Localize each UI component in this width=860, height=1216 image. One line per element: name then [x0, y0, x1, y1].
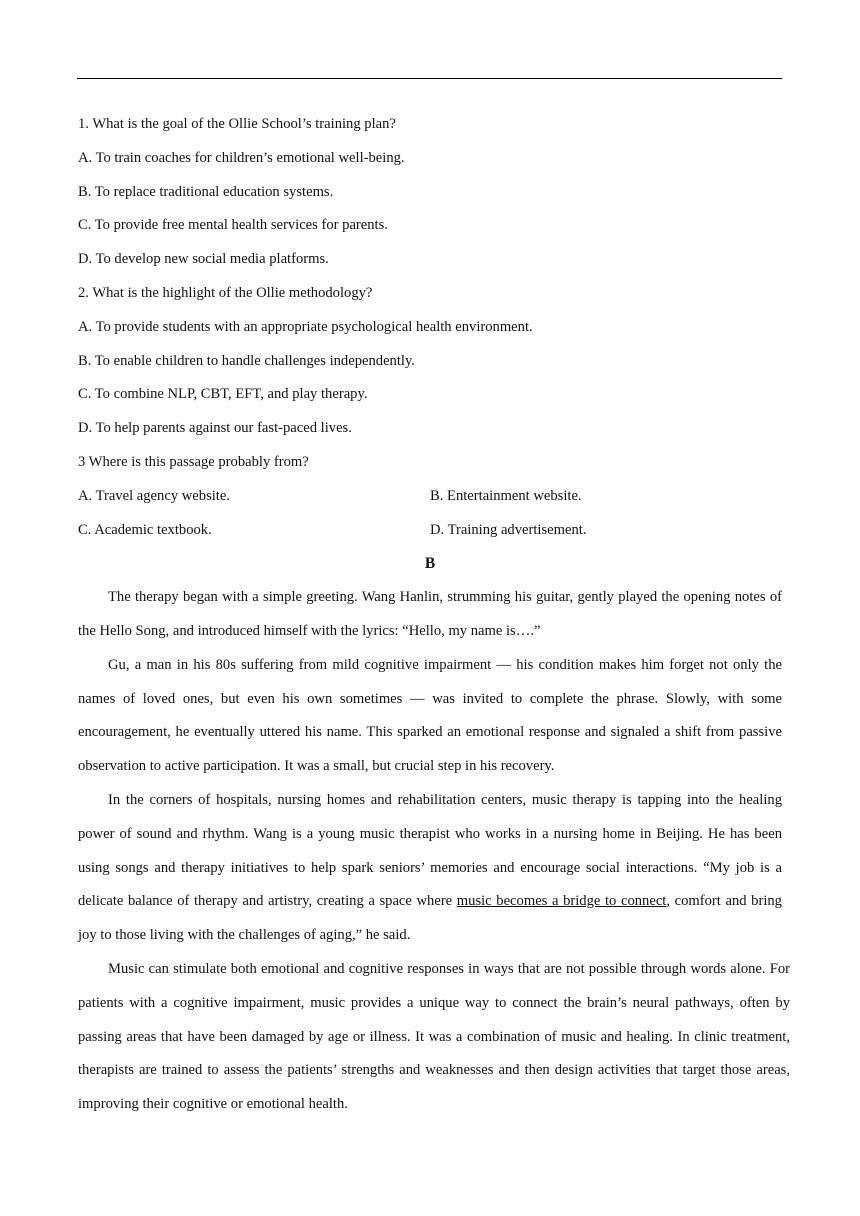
underlined-phrase: music becomes a bridge to connect — [456, 893, 667, 910]
answer-option: C. To combine NLP, CBT, EFT, and play therapy. — [78, 386, 368, 403]
answer-option: C. To provide free mental health services for parents. — [78, 217, 388, 234]
passage-paragraph: The therapy began with a simple greeting. Wang Hanlin, strumming his guitar, gently played the opening notes of the Hello Song, and introduced himself with the lyrics: “Hello, my name is….” — [78, 589, 782, 639]
answer-option: C. Academic textbook. — [78, 521, 212, 538]
answer-option: B. To enable children to handle challenges independently. — [78, 352, 415, 369]
header-rule — [77, 78, 782, 79]
answer-option-row — [78, 480, 790, 514]
answer-option: D. Training advertisement. — [430, 521, 587, 538]
answer-option: D. To develop new social media platforms. — [78, 251, 329, 268]
section-title: B — [424, 555, 436, 573]
paragraph-text: , comfort and bring joy to those living with the challenges of aging,” he said. — [78, 893, 782, 944]
answer-option: A. Travel agency website. — [78, 487, 230, 504]
question-3 — [78, 446, 790, 547]
passage-paragraph: Music can stimulate both emotional and cognitive responses in ways that are not possible through words alone. For patients with a cognitive impairment, music provides a unique way to connect the brain’s neural pathways, often by passing areas that have been damaged by age or illness. It was a combination of music and healing. In clinic treatment, therapists are trained to assess the patients’ strengths and weaknesses and then design activities that target those areas, improving their cognitive or emotional health. — [78, 960, 790, 1113]
answer-option: B. To replace traditional education systems. — [78, 183, 334, 200]
answer-option: D. To help parents against our fast-paced lives. — [78, 420, 352, 437]
answer-option: A. To provide students with an appropriate psychological health environment. — [78, 318, 533, 335]
answer-option: A. To train coaches for children’s emotional well-being. — [78, 149, 405, 166]
paragraph-text: In the corners of hospitals, nursing homes and rehabilitation centers, music therapy is tapping into the healing power of sound and rhythm. Wang is a young music therapist who works in a nursing home in Beijing. He has been using songs and therapy initiatives to help spark seniors’ memories and encourage social interactions. “My job is a delicate balance of therapy and artistry, creating a space where — [78, 791, 782, 910]
passage-paragraph: Gu, a man in his 80s suffering from mild cognitive impairment — his condition makes him forget not only the names of loved ones, but even his own sometimes — was invited to complete the phrase. Slowly, with some encouragement, he eventually uttered his name. This sparked an emotional response and signaled a shift from passive observation to active participation. It was a small, but crucial step in his recovery. — [78, 656, 782, 775]
question-1 — [78, 108, 790, 277]
document-body — [78, 108, 790, 1122]
answer-option-row — [78, 514, 790, 548]
answer-option: B. Entertainment website. — [430, 487, 582, 504]
question-stem: 3 Where is this passage probably from? — [78, 453, 309, 470]
question-2 — [78, 277, 790, 446]
question-stem: 1. What is the goal of the Ollie School’s training plan? — [78, 116, 396, 132]
question-stem: 2. What is the highlight of the Ollie methodology? — [78, 284, 373, 301]
passage-paragraph — [78, 784, 782, 953]
